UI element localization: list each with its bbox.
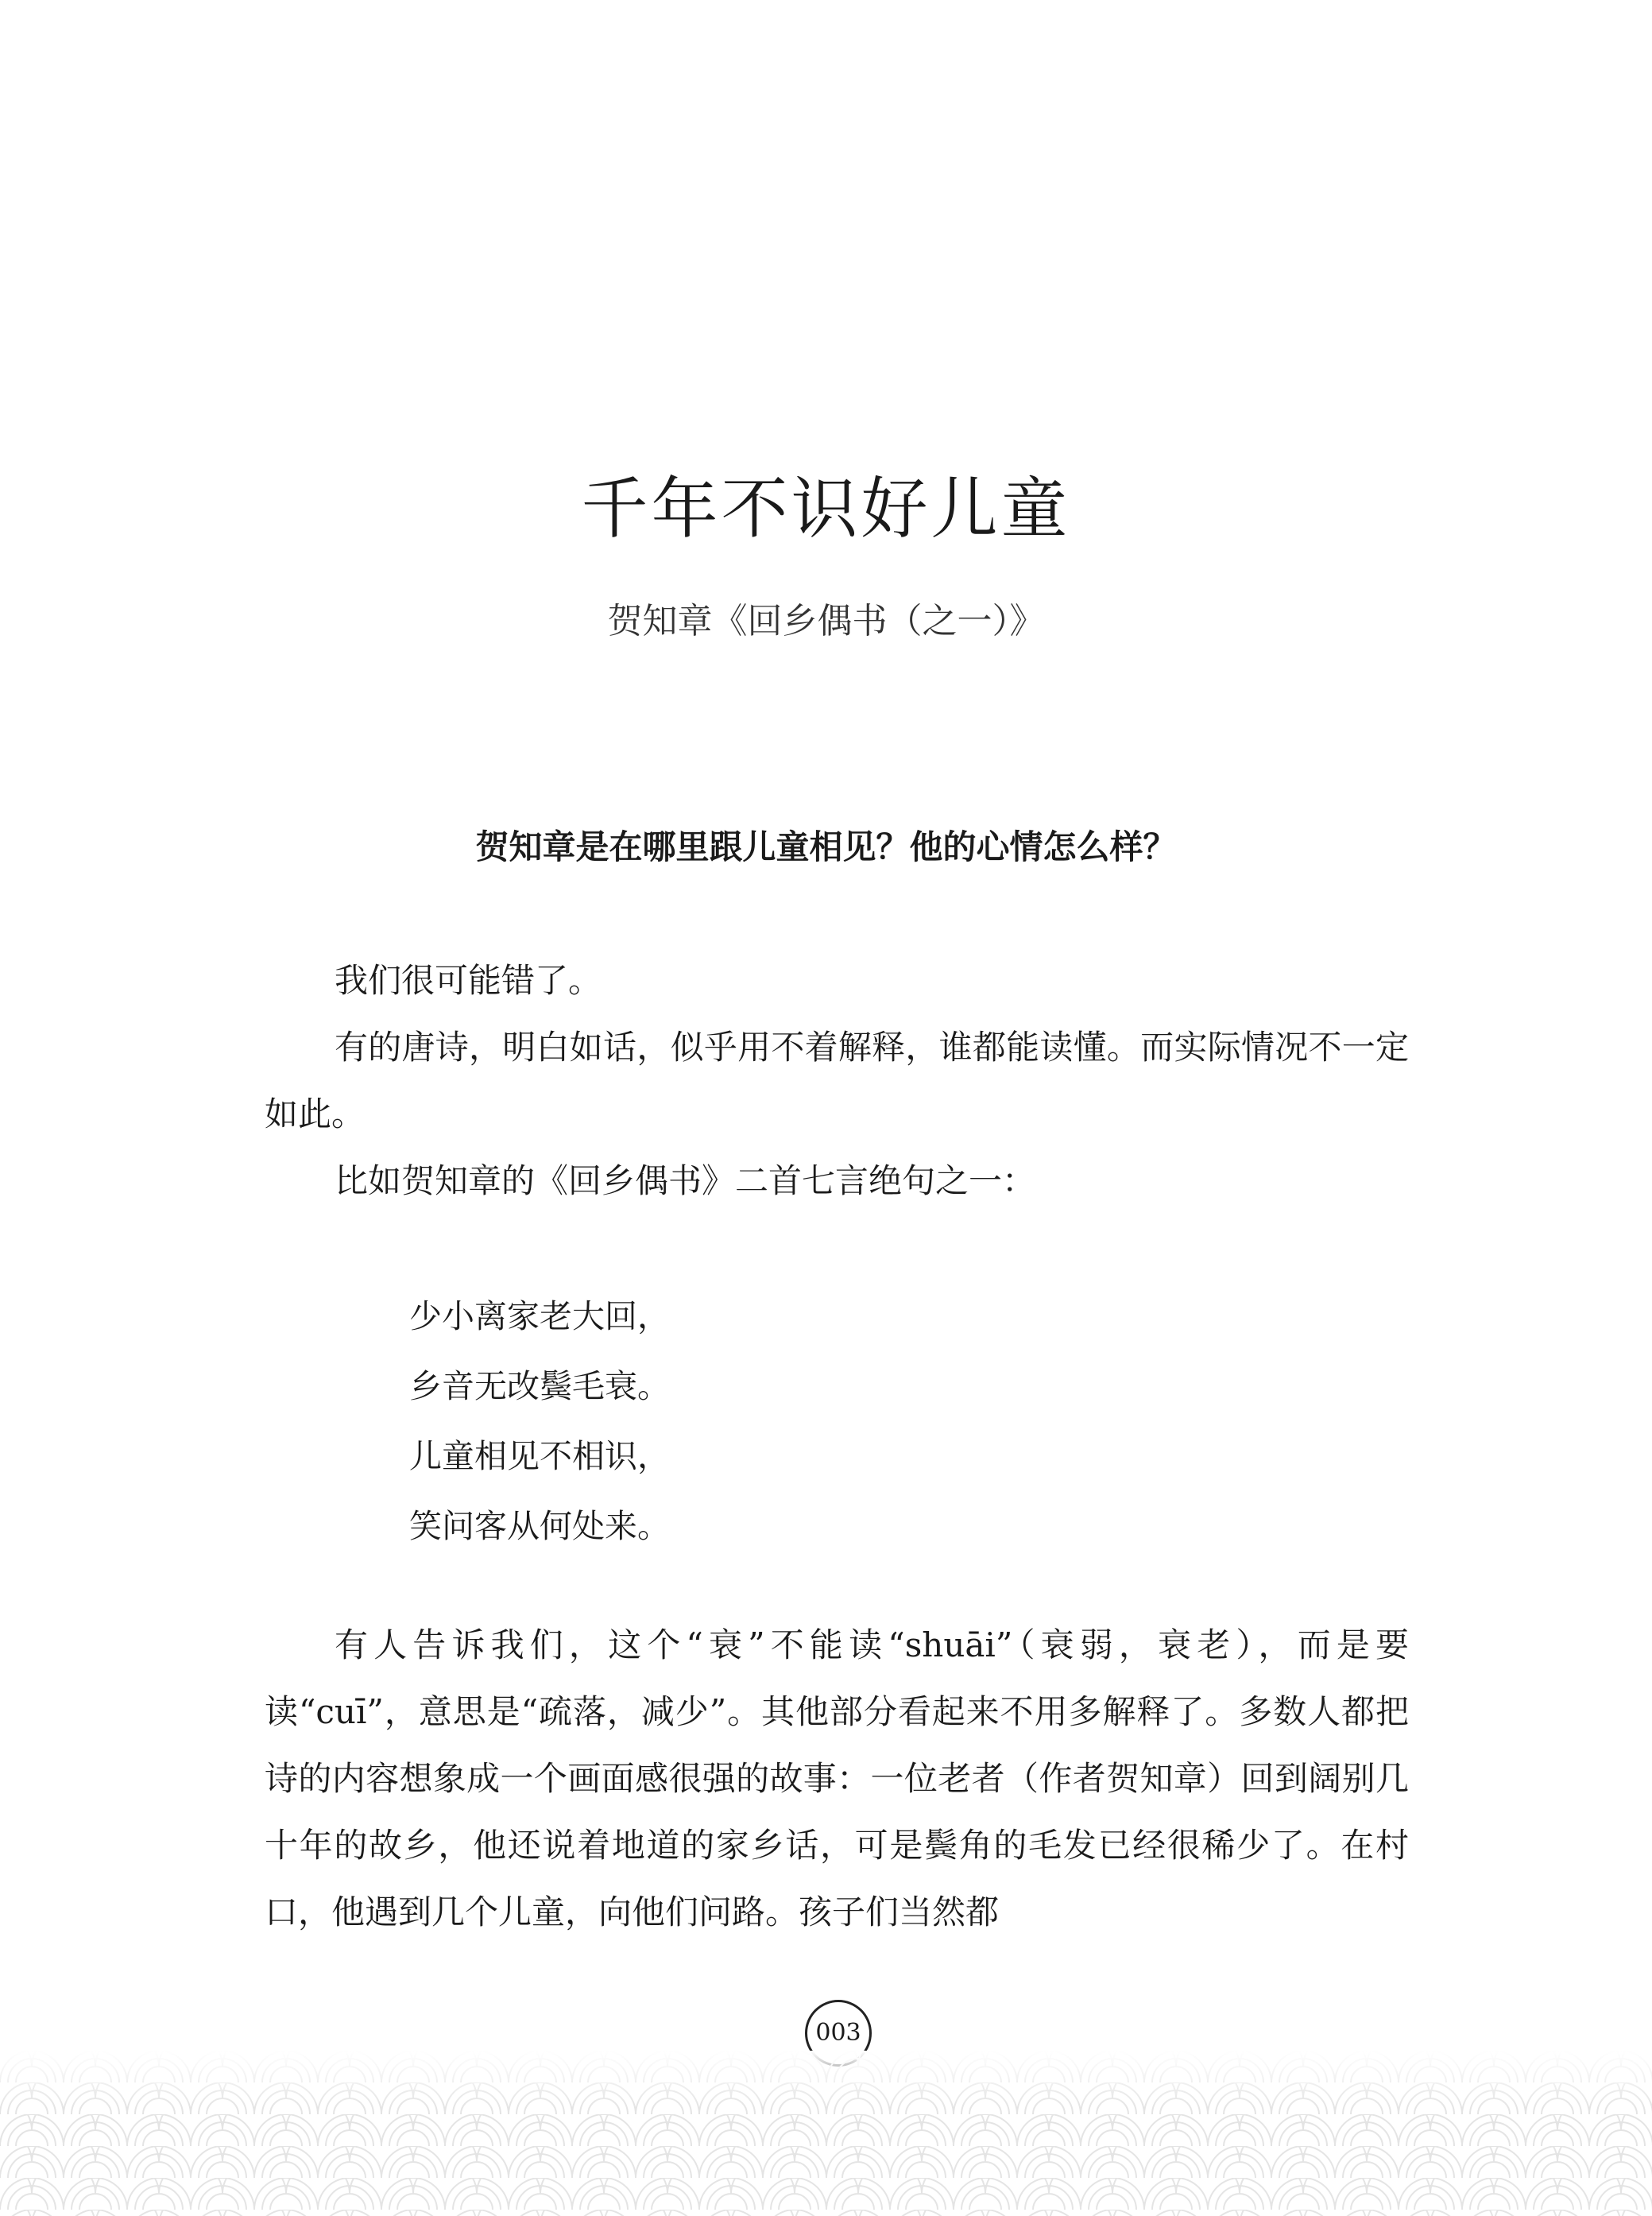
poem-line: 乡音无改鬓毛衰。	[409, 1367, 670, 1405]
paragraph: 我们很可能错了。	[335, 961, 602, 1000]
paragraph: 有人告诉我们，这个“衰”不能读“shuāi”（衰弱，衰老），而是要读“cuī”，意思是“疏落，减少”。其他部分看起来不用多解释了。多数人都把诗的内容想象成一个画面感很强的故事：一位老者（作者贺知章）回到阔别几十年的故乡，他还说着地道的家乡话，可是鬓角的毛发已经很稀少了。在村口，他遇到几个儿童，向他们问路。孩子们当然都	[265, 1625, 1409, 1931]
chapter-subtitle: 贺知章《回乡偶书（之一）》	[607, 601, 1045, 641]
paragraph: 有的唐诗，明白如话，似乎用不着解释，谁都能读懂。而实际情况不一定如此。	[265, 1028, 1409, 1133]
poem	[409, 1281, 670, 1561]
page-number: 003	[805, 2000, 872, 2067]
poem-line: 儿童相见不相识，	[409, 1437, 670, 1475]
footer-wave-pattern	[0, 2051, 1652, 2216]
section-question: 贺知章是在哪里跟儿童相见？他的心情怎么样？	[475, 827, 1177, 866]
poem-line: 少小离家老大回，	[409, 1297, 670, 1335]
poem-line: 笑问客从何处来。	[409, 1507, 670, 1545]
paragraph: 比如贺知章的《回乡偶书》二首七言绝句之一：	[335, 1161, 1036, 1200]
chapter-title: 千年不识好儿童	[581, 470, 1071, 548]
